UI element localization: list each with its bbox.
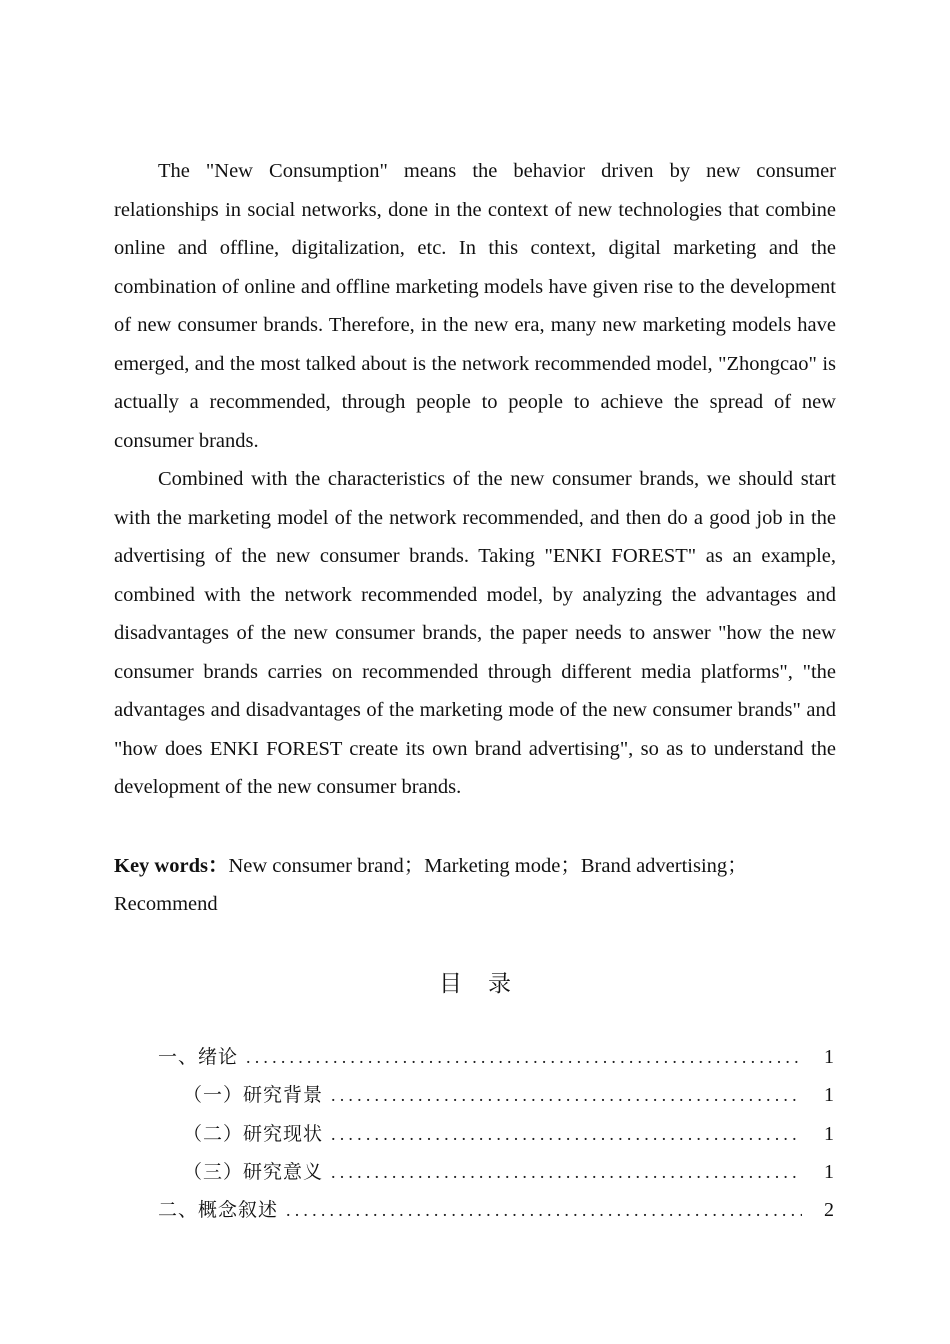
- toc-entry-label: 二、概念叙述: [158, 1199, 279, 1222]
- toc-leader-dots: [331, 1153, 802, 1191]
- toc-leader-dots: [286, 1191, 802, 1229]
- abstract-paragraph-1: The "New Consumption" means the behavior driven by new consumer relationships in social networks, done in the context of new technologies that combine online and offline, digitalization, etc. In this context, digital marketing and the combination of online and offline marketing models have given rise to the development of new consumer brands. Therefore, in the new era, many new marketing models have emerged, and the most talked about is the network recommended model, "Zhongcao" is actually a recommended, through people to people to achieve the spread of new consumer brands.: [114, 160, 836, 452]
- toc-page-number: 1: [824, 1160, 834, 1183]
- toc-entry-label: （三）研究意义: [183, 1160, 324, 1183]
- keywords-line: [114, 847, 836, 924]
- toc-entry-label: （一）研究背景: [183, 1084, 324, 1107]
- toc-entry-label: （二）研究现状: [183, 1122, 324, 1145]
- toc-entry-label: 一、绪论: [158, 1046, 239, 1068]
- toc-page-number: 1: [824, 1046, 834, 1068]
- toc-entry[interactable]: [158, 1115, 834, 1153]
- toc-leader-dots: [331, 1076, 802, 1114]
- toc-leader-dots: [331, 1115, 802, 1153]
- keywords-text: New consumer brand；Marketing mode；Brand advertising；Recommend: [114, 854, 748, 915]
- toc-page-number: 1: [824, 1084, 834, 1107]
- abstract-paragraph-2: Combined with the characteristics of the new consumer brands, we should start with the marketing model of the network recommended, and then do a good job in the advertising of the new consumer brands. Taking "ENKI FOREST" as an example, combined with the network recommended model, by analyzing the advantages and disadvantages of the new consumer brands, the paper needs to answer "how the new consumer brands carries on recommended through different media platforms", "the advantages and disadvantages of the marketing mode of the new consumer brands" and "how does ENKI FOREST create its own brand advertising", so as to understand the development of the new consumer brands.: [114, 468, 836, 798]
- toc-leader-dots: [246, 1038, 802, 1076]
- toc-page-number: 2: [824, 1199, 834, 1222]
- table-of-contents: [158, 1038, 834, 1229]
- toc-entry[interactable]: [158, 1153, 834, 1191]
- keywords-label: Key words：: [114, 854, 229, 877]
- toc-title: 目录: [439, 971, 537, 997]
- abstract-section: [114, 152, 836, 924]
- toc-entry[interactable]: [158, 1191, 834, 1229]
- toc-entry[interactable]: [158, 1038, 834, 1076]
- toc-entry[interactable]: [158, 1076, 834, 1114]
- toc-page-number: 1: [824, 1122, 834, 1145]
